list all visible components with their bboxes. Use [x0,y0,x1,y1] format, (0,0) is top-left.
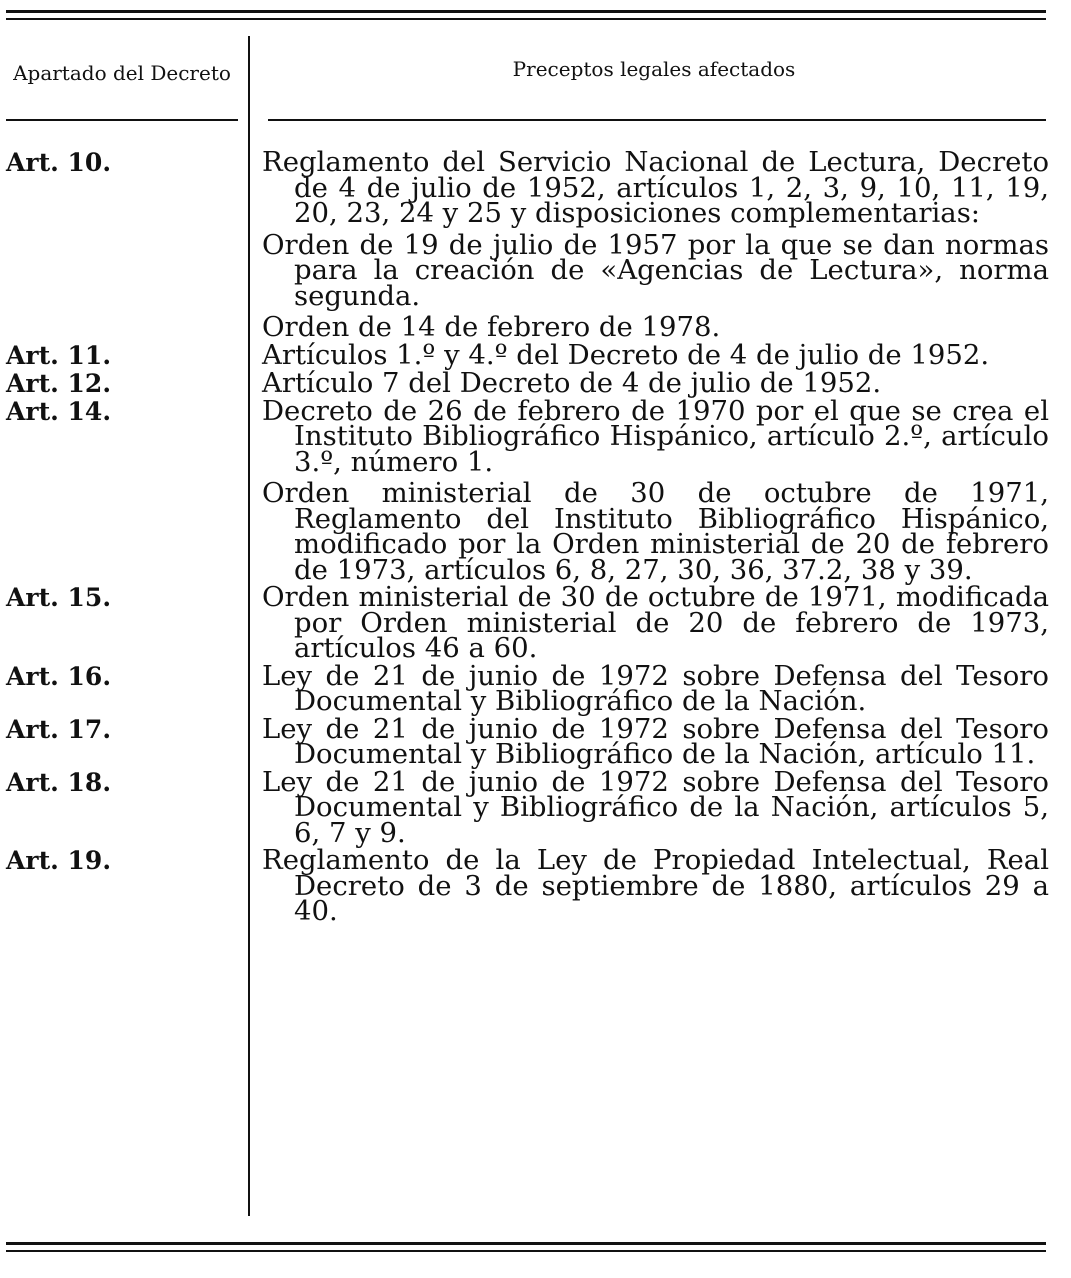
precept-entry: Decreto de 26 de febrero de 1970 por el que se crea el Instituto Bibliográfico Hispánico, artículo 2.º, artículo 3.º, número 1. [262,394,1049,478]
legal-precepts [262,712,1049,770]
precept-entry: Orden ministerial de 30 de octubre de 1971, Reglamento del Instituto Bibliográfico Hispánico, modificado por la Orden ministerial de 20 de febrero de 1973, artículos 6, 8, 27, 30, 36, 37.2, 38 y 39. [262,477,1049,586]
precept-entry: Orden de 14 de febrero de 1978. [262,311,721,343]
table-row [0,712,1071,770]
header-apartado: Apartado del Decreto [13,61,231,85]
table-body [0,146,1071,927]
legal-precepts [262,394,1049,586]
bottom-rule-thick [6,1242,1046,1245]
article-label: Art. 18. [6,767,112,797]
table-row [0,338,1071,371]
precept-entry: Ley de 21 de junio de 1972 sobre Defensa del Tesoro Documental y Bibliográfico de la Nación. [262,659,1049,717]
article-label: Art. 14. [6,396,112,426]
legal-precepts [262,366,1049,399]
article-label: Art. 17. [6,714,112,744]
article-label: Art. 11. [6,340,112,370]
precept-entry: Artículo 7 del Decreto de 4 de julio de 1952. [262,366,882,399]
precept-entry: Ley de 21 de junio de 1972 sobre Defensa del Tesoro Documental y Bibliográfico de la Nación, artículo 11. [262,712,1049,770]
header-rule-right [268,119,1046,121]
precept-entry: Orden ministerial de 30 de octubre de 1971, modificada por Orden ministerial de 20 de febrero de 1973, artículos 46 a 60. [262,581,1049,664]
table-row [0,146,1071,343]
article-label: Art. 16. [6,661,112,691]
legal-precepts [262,659,1049,717]
header-rule-left [6,119,238,121]
bottom-rule-thin [6,1250,1046,1252]
article-label: Art. 19. [6,846,112,875]
table-row [0,765,1071,849]
table-row [0,394,1071,586]
legal-precepts [262,338,1049,371]
article-label: Art. 10. [6,148,112,177]
precept-entry: Reglamento del Servicio Nacional de Lectura, Decreto de 4 de julio de 1952, artículos 1, 2, 3, 9, 10, 11, 19, 20, 23, 24 y 25 y disposiciones complementarias: [262,146,1049,229]
table-row [0,844,1071,927]
header-preceptos: Preceptos legales afectados [512,57,796,81]
table-row [0,659,1071,717]
legal-precepts [262,581,1049,664]
precept-entry: Artículos 1.º y 4.º del Decreto de 4 de julio de 1952. [262,338,990,371]
precept-entry: Ley de 21 de junio de 1972 sobre Defensa del Tesoro Documental y Bibliográfico de la Nación, artículos 5, 6, 7 y 9. [262,765,1049,849]
precept-entry: Reglamento de la Ley de Propiedad Intelectual, Real Decreto de 3 de septiembre de 1880, artículos 29 a 40. [262,844,1049,927]
legal-precepts [262,765,1049,849]
top-rule-thick [6,10,1046,13]
table-row [0,581,1071,664]
top-rule-thin [6,18,1046,20]
article-label: Art. 12. [6,368,112,398]
legal-precepts [262,844,1049,927]
table-row [0,366,1071,399]
precept-entry: Orden de 19 de julio de 1957 por la que se dan normas para la creación de «Agencias de Lectura», norma segunda. [262,228,1049,312]
article-label: Art. 15. [6,583,112,612]
legal-precepts [262,146,1049,343]
